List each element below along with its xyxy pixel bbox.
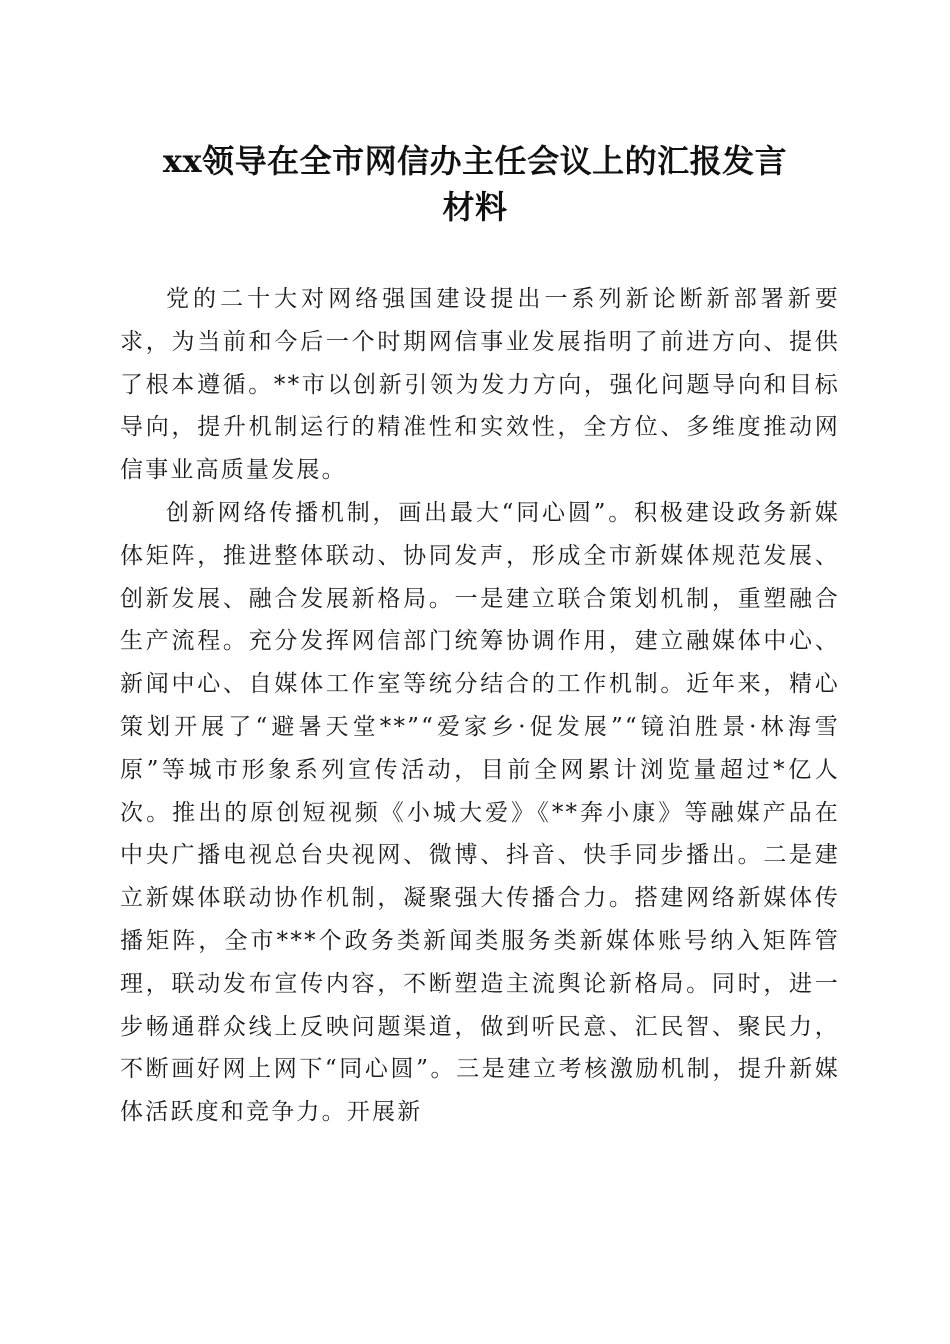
paragraph-communication-mechanism: 创新网络传播机制，画出最大“同心圆”。积极建设政务新媒体矩阵，推进整体联动、协同发声，形成全市新媒体规范发展、创新发展、融合发展新格局。一是建立联合策划机制，重塑融合生产流程。充分发挥网信部门统筹协调作用，建立融媒体中心、新闻中心、自媒体工作室等统分结合的工作机制。近年来，精心策划开展了“避暑天堂**”“爱家乡·促发展”“镜泊胜景·林海雪原”等城市形象系列宣传活动，目前全网累计浏览量超过*亿人次。推出的原创短视频《小城大爱》《**奔小康》等融媒产品在中央广播电视总台央视网、微博、抖音、快手同步播出。二是建立新媒体联动协作机制，凝聚强大传播合力。搭建网络新媒体传播矩阵，全市***个政务类新闻类服务类新媒体账号纳入矩阵管理，联动发布宣传内容，不断塑造主流舆论新格局。同时，进一步畅通群众线上反映问题渠道，做到听民意、汇民智、聚民力，不断画好网上网下“同心圆”。三是建立考核激励机制，提升新媒体活跃度和竞争力。开展新 [120,499,840,1126]
title-line-2: 材料 [442,188,508,226]
document-body [120,278,840,1134]
title-line-1: xx领导在全市网信办主任会议上的汇报发言 [162,142,788,180]
document-title [100,138,850,230]
paragraph-intro: 党的二十大对网络强国建设提出一系列新论断新部署新要求，为当前和今后一个时期网信事业发展指明了前进方向、提供了根本遵循。**市以创新引领为发力方向，强化问题导向和目标导向，提升机制运行的精准性和实效性，全方位、多维度推动网信事业高质量发展。 [120,286,840,484]
